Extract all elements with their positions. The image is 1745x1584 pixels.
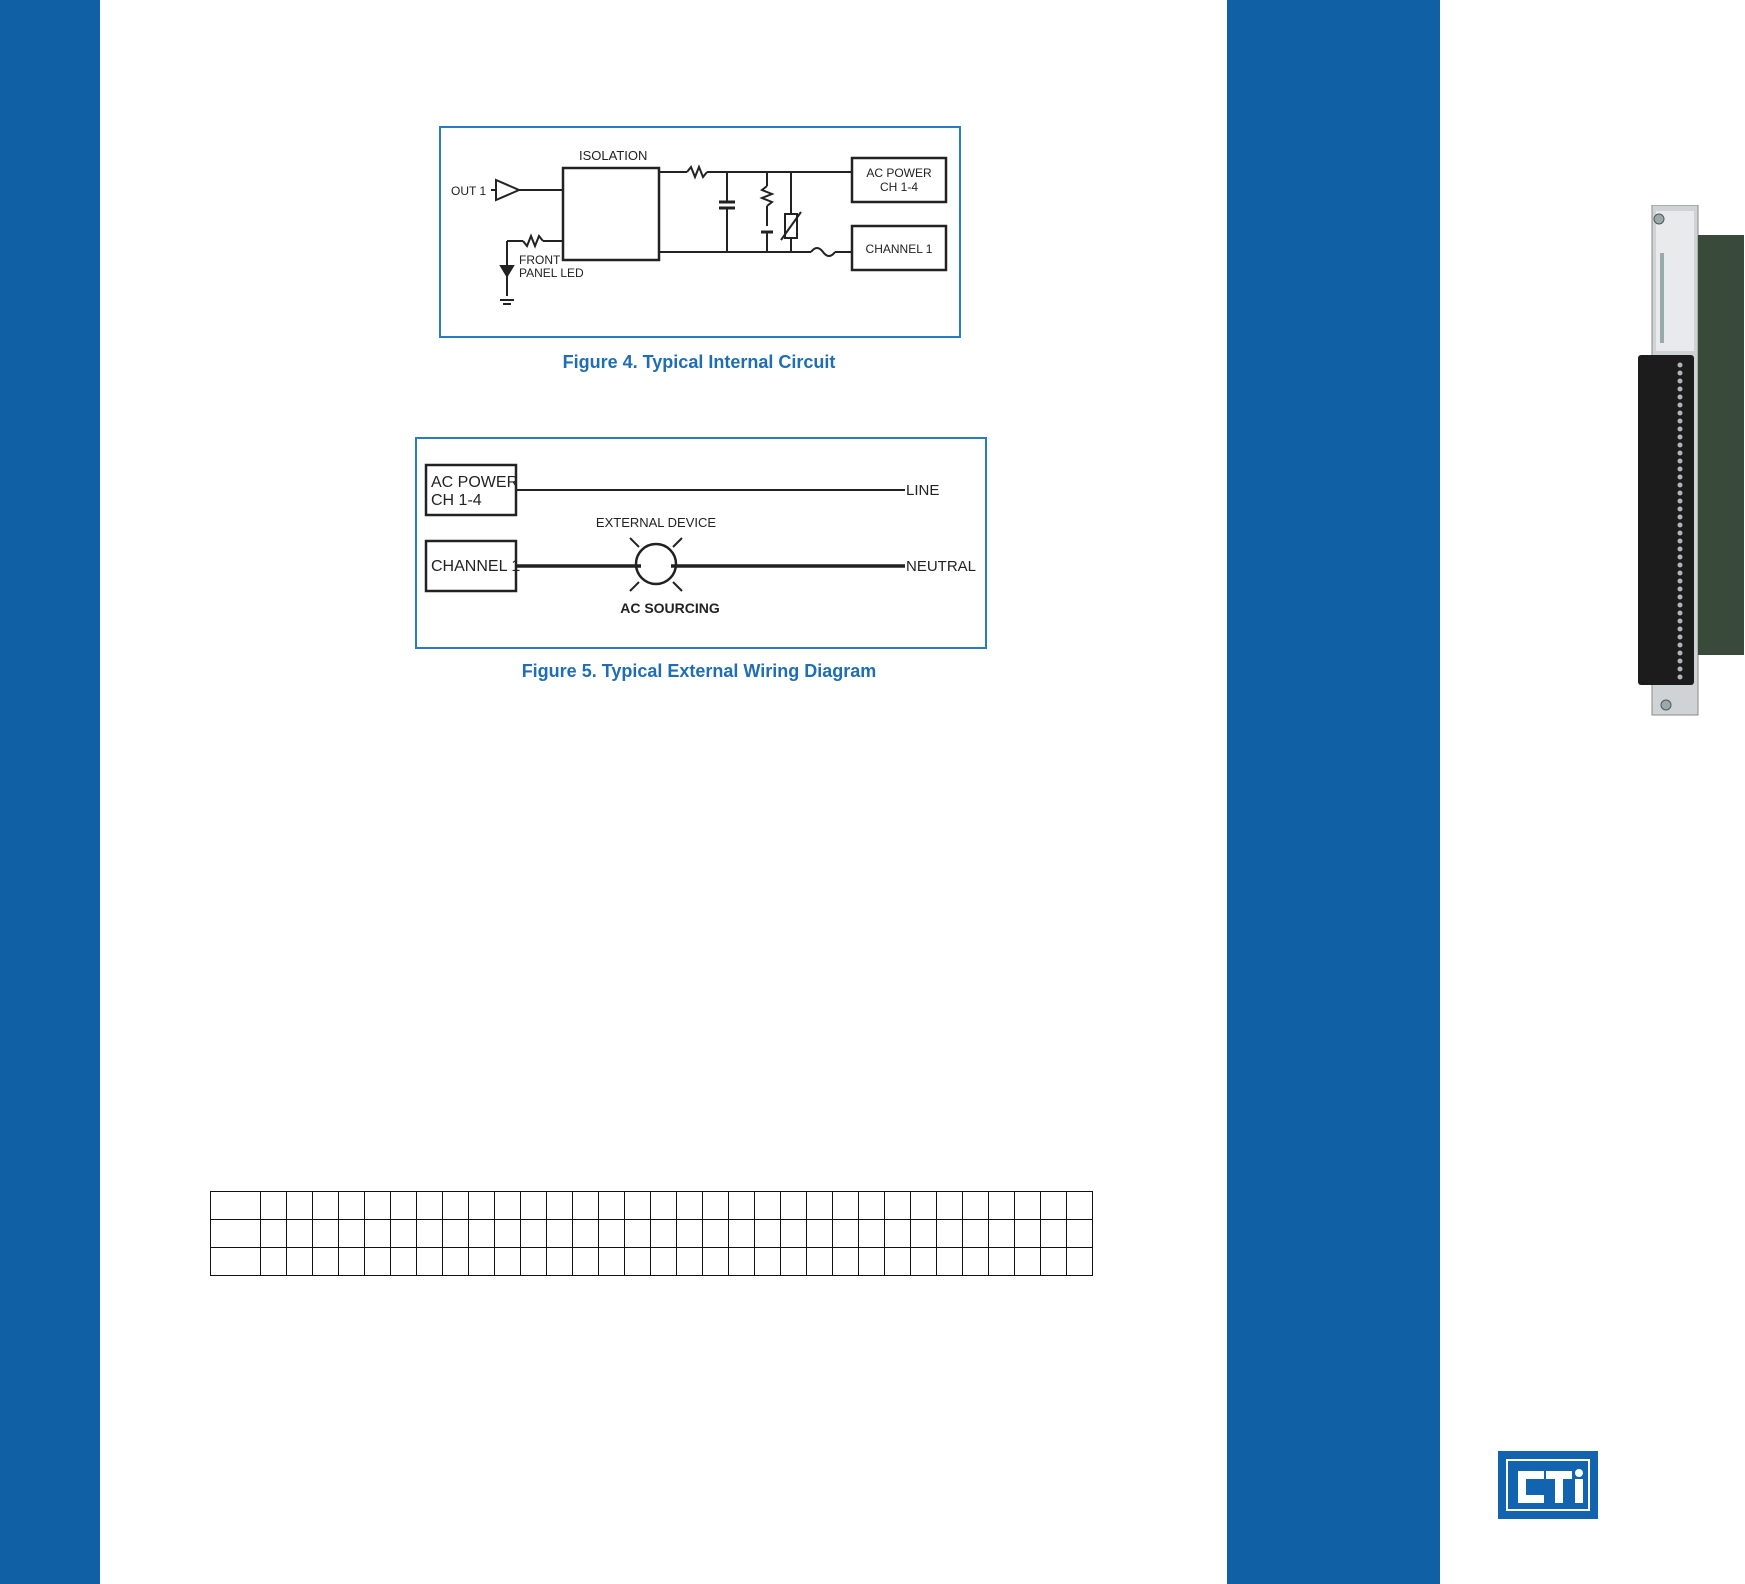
table-cell [521,1248,547,1276]
table-cell [1067,1220,1093,1248]
table-cell [1041,1248,1067,1276]
table-cell [859,1220,885,1248]
table-row [211,1248,1093,1276]
table-cell [677,1220,703,1248]
external-device-label: EXTERNAL DEVICE [595,515,717,530]
table-cell [599,1220,625,1248]
table-cell [651,1220,677,1248]
table-cell [937,1220,963,1248]
table-cell [391,1192,417,1220]
table-cell [989,1220,1015,1248]
table-cell [417,1248,443,1276]
table-cell [677,1192,703,1220]
table-cell [469,1248,495,1276]
io-module-photo [1636,205,1744,717]
isolation-label: ISOLATION [579,148,648,163]
table-cell [963,1248,989,1276]
table-cell [313,1192,339,1220]
table-cell [443,1220,469,1248]
table-cell [469,1192,495,1220]
table-cell [287,1248,313,1276]
table-cell [573,1192,599,1220]
table-cell [211,1248,261,1276]
internal-circuit-diagram [441,128,959,336]
table-cell [807,1192,833,1220]
neutral-label: NEUTRAL [906,558,977,575]
panel-led-label: PANEL LED [519,266,584,280]
cti-logo [1498,1451,1598,1519]
table-cell [651,1192,677,1220]
ac-power-label: AC POWER [866,166,932,180]
table-cell [937,1192,963,1220]
ac-power-label: AC POWER [431,474,519,491]
table-cell [1041,1220,1067,1248]
table-cell [1041,1192,1067,1220]
table-cell [963,1220,989,1248]
table-cell [677,1248,703,1276]
table-cell [443,1248,469,1276]
table-cell [521,1220,547,1248]
right-blue-band [1227,0,1440,1584]
ac-sourcing-label: AC SOURCING [620,600,720,616]
table-cell [729,1192,755,1220]
table-cell [1067,1248,1093,1276]
table-cell [417,1220,443,1248]
table-cell [703,1192,729,1220]
table-cell [599,1248,625,1276]
channel-label: CHANNEL 1 [431,558,521,575]
table-cell [625,1192,651,1220]
table-cell [1015,1220,1041,1248]
table-cell [885,1220,911,1248]
line-label: LINE [906,482,940,499]
table-cell [547,1220,573,1248]
table-cell [1015,1192,1041,1220]
table-cell [833,1248,859,1276]
table-cell [391,1220,417,1248]
front-label: FRONT [519,253,561,267]
table-cell [625,1220,651,1248]
table-cell [211,1192,261,1220]
table-cell [1067,1192,1093,1220]
table-cell [989,1248,1015,1276]
external-wiring-diagram [417,439,985,647]
table-cell [391,1248,417,1276]
out-label: OUT 1 [451,184,487,198]
table-cell [211,1220,261,1248]
table-cell [625,1248,651,1276]
table-cell [599,1192,625,1220]
table-cell [755,1192,781,1220]
table-cell [807,1248,833,1276]
isolation-block [563,168,659,260]
table-cell [573,1220,599,1248]
table-cell [885,1192,911,1220]
table-cell [703,1248,729,1276]
table-cell [469,1220,495,1248]
table-cell [807,1220,833,1248]
table-cell [495,1248,521,1276]
table-cell [547,1248,573,1276]
table-cell [287,1220,313,1248]
table-cell [339,1248,365,1276]
left-blue-band [0,0,100,1584]
table-cell [755,1248,781,1276]
table-cell [495,1220,521,1248]
buffer-symbol [496,180,519,200]
table-cell [833,1220,859,1248]
external-device-lamp [636,544,676,584]
table-cell [417,1192,443,1220]
table-cell [287,1192,313,1220]
table-cell [885,1248,911,1276]
table-cell [365,1192,391,1220]
table-cell [495,1192,521,1220]
table-cell [729,1248,755,1276]
channel-label: CHANNEL 1 [865,242,933,256]
table-cell [911,1248,937,1276]
table-cell [781,1220,807,1248]
table-cell [729,1220,755,1248]
figure-5-external-wiring [415,437,987,649]
ch-range-label: CH 1-4 [431,492,482,509]
table-cell [313,1220,339,1248]
table-cell [339,1220,365,1248]
table-row [211,1192,1093,1220]
empty-grid-table [210,1191,1093,1276]
table-row [211,1220,1093,1248]
table-cell [651,1248,677,1276]
table-cell [261,1192,287,1220]
table-cell [859,1192,885,1220]
table-cell [261,1248,287,1276]
table-cell [261,1220,287,1248]
table-cell [755,1220,781,1248]
table-cell [911,1220,937,1248]
table-cell [443,1192,469,1220]
led-symbol [501,266,513,276]
table-cell [703,1220,729,1248]
ch-range-label: CH 1-4 [879,180,919,194]
table-cell [963,1192,989,1220]
table-cell [781,1248,807,1276]
figure-4-caption: Figure 4. Typical Internal Circuit [562,352,836,372]
table-cell [1015,1248,1041,1276]
table-cell [989,1192,1015,1220]
table-cell [859,1248,885,1276]
figure-5-caption: Figure 5. Typical External Wiring Diagram [521,661,877,681]
table-cell [573,1248,599,1276]
cti-logo-frame [1506,1459,1590,1511]
table-cell [937,1248,963,1276]
table-cell [365,1248,391,1276]
table-cell [547,1192,573,1220]
table-cell [521,1192,547,1220]
table-cell [781,1192,807,1220]
cti-logo-mark [1508,1461,1594,1511]
table-cell [313,1248,339,1276]
table-cell [911,1192,937,1220]
figure-4-internal-circuit [439,126,961,338]
table-cell [833,1192,859,1220]
table-cell [339,1192,365,1220]
table-cell [365,1220,391,1248]
